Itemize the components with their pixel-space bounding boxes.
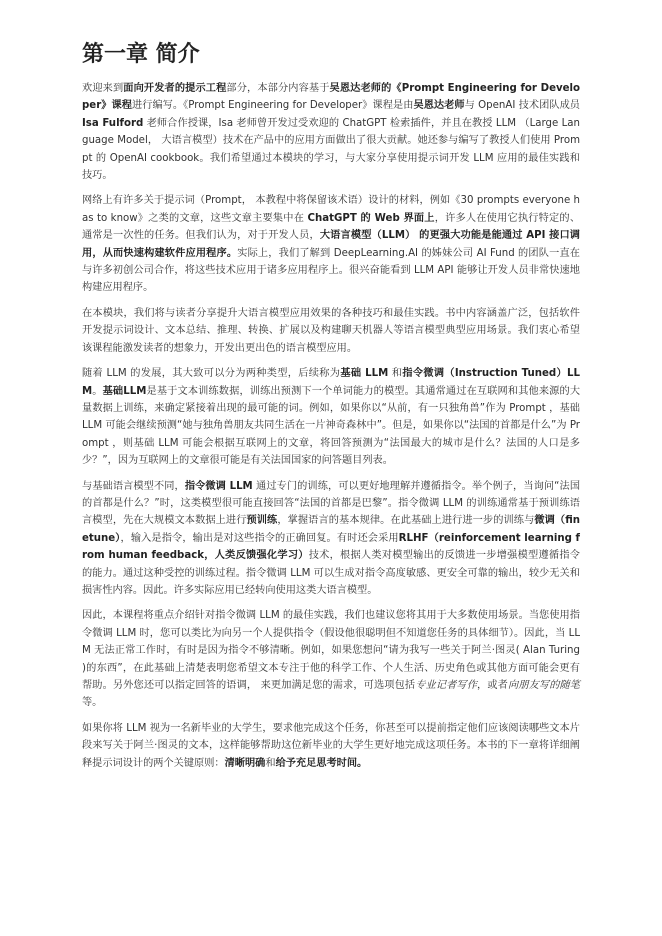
text-run: 如果你将 LLM 视为一名新毕业的大学生，要求他完成这个任务，你甚至可以提前指定他们应该阅读哪些文本片段来写关于阿兰·图灵的文本，这样能够帮助这位新毕业的大学生更好地完成这项任务。本书的下一章将详细阐释提示词设计的两个关键原则：	[82, 722, 580, 769]
document-page	[82, 40, 580, 780]
italic-text: 向朋友写的随笔	[507, 680, 580, 691]
paragraph-6	[82, 607, 580, 711]
text-run: 随着 LLM 的发展，其大致可以分为两种类型，后续称为	[82, 368, 341, 380]
bold-text: 大语言模型（LLM） 的更强大功能是能通过 API 接口调用，从而快速构建软件应用程序。	[82, 230, 580, 259]
text-run: 因此，本课程将重点介绍针对指令微调 LLM 的最佳实践，我们也建议您将其用于大多数使用场景。当您使用指令微调 LLM 时，您可以类比为向另一个人提供指令（假设他很聪明但不知道您任务的具体细节）。因此，当 LLM 无法正常工作时，有时是因为指令不够清晰。例如，如果您想问“请为我写一些关于阿兰·图灵( Alan Turing )的东西”，在此基础上清楚表明您希望文本专注于他的科学工作、个人生活、历史角色或其他方面可能会更有帮助。另外您还可以指定回答的语调， 来更加满足您的需求，可选项包括	[82, 610, 580, 691]
bold-text: 清晰明确	[224, 757, 266, 769]
text-run: ，输入是指令，输出是对这些指令的正确回复。有时还会采用	[120, 532, 399, 544]
text-run: 与 OpenAI 技术团队成员	[464, 100, 580, 112]
text-run: 网络上有许多关于提示词（Prompt， 本教程中将保留该术语）设计的材料，例如《30 prompts everyone has to know》之类的文章，这些文章主要集中在	[82, 195, 580, 224]
bold-text: 基础 LLM	[340, 368, 389, 380]
bold-text: 吴恩达老师	[413, 100, 465, 112]
text-run: ，许多人在使用它执行特定的、通常是一次性的任务。但我们认为，对于开发人员，	[82, 212, 581, 242]
text-run: 等。	[82, 697, 103, 709]
bold-text: 面向开发者的提示工程	[123, 83, 227, 94]
text-run: 实际上，我们了解到 DeepLearning.AI 的姊妹公司 AI Fund 的团队一直在与许多初创公司合作，将这些技术应用于诸多应用程序上。很兴奋能看到 LLM API 能够让开发人员非常快速地构建应用程序。	[82, 247, 580, 294]
bold-text: RLHF（reinforcement learning from human feedback，人类反馈强化学习）	[82, 532, 580, 562]
paragraph-7	[82, 720, 580, 772]
text-run: 欢迎来到	[82, 83, 124, 94]
paragraph-3	[82, 305, 580, 357]
text-run: 。	[92, 385, 103, 397]
paragraph-2	[82, 192, 580, 296]
document-body	[82, 80, 580, 772]
text-run: 在本模块，我们将与读者分享提升大语言模型应用效果的各种技巧和最佳实践。书中内容涵盖广泛，包括软件开发提示词设计、文本总结、推理、转换、扩展以及构建聊天机器人等语言模型典型应用场景。我们衷心希望该课程能激发读者的想象力，开发出更出色的语言模型应用。	[82, 307, 580, 354]
text-run: 和	[265, 757, 276, 769]
text-run: 老师合作授课，Isa 老师曾开发过受欢迎的 ChatGPT 检索插件，并且在教授 LLM （Large Language Model， 大语言模型）技术在产品中的应用方面做出了很大贡献。她还参与编写了教授人们使用 Prompt 的 OpenAI cookbook。我们希望通过本模块的学习，与大家分享使用提示词开发 LLM 应用的最佳实践和技巧。	[82, 117, 580, 182]
text-run: 技术，根据人类对模型输出的反馈进一步增强模型遵循指令的能力。通过这种受控的训练过程。指令微调 LLM 可以生成对指令高度敏感、更安全可靠的输出，较少无关和损害性内容。因此。许多实际应用已经转向使用这类大语言模型。	[82, 550, 580, 596]
bold-text: 指令微调（Instruction Tuned）LLM	[82, 368, 580, 397]
paragraph-5	[82, 478, 580, 600]
bold-text: 给予充足思考时间。	[275, 757, 368, 769]
bold-text: 基础LLM	[102, 385, 147, 397]
text-run: 部分，本部分内容基于	[226, 83, 330, 94]
text-run: 和	[388, 368, 403, 380]
chapter-title: 第一章 简介	[82, 42, 200, 67]
text-run: 通过专门的训练，可以更好地理解并遵循指令。举个例子，当询问“法国的首都是什么？”时，这类模型很可能直接回答“法国的首都是巴黎”。指令微调 LLM 的训练通常基于预训练语言模型，先在大规模文本数据上进行	[82, 480, 581, 527]
bold-text: 吴恩达老师的《Prompt Engineering for Developer》课程	[82, 83, 581, 112]
italic-text: 专业记者写作	[415, 680, 478, 691]
bold-text: ChatGPT 的 Web 界面上	[307, 212, 435, 224]
bold-text: 微调（finetune）	[82, 515, 581, 544]
paragraph-1	[82, 80, 580, 184]
bold-text: 指令微调 LLM	[184, 480, 253, 492]
text-run: 与基础语言模型不同，	[82, 480, 185, 492]
text-run: ，掌握语言的基本规律。在此基础上进行进一步的训练与	[277, 515, 535, 527]
paragraph-4	[82, 365, 580, 469]
text-run: 进行编写。《Prompt Engineering for Developer》课程是由	[131, 100, 414, 112]
bold-text: Isa Fulford	[82, 117, 144, 129]
bold-text: 预训练	[246, 515, 278, 527]
text-run: 是基于文本训练数据，训练出预测下一个单词能力的模型。其通常通过在互联网和其他来源的大量数据上训练，来确定紧接着出现的最可能的词。例如，如果你以“从前，有一只独角兽”作为 Prompt ，基础 LLM 可能会继续预测“她与独角兽朋友共同生活在一片神奇森林中”。但是，如果你以“法国的首都是什么”为 Prompt ，则基础 LLM 可能会根据互联网上的文章，将回答预测为“法国最大的城市是什么？法国的人口是多少？”，因为互联网上的文章很可能是有关法国国家的问答题目列表。	[82, 385, 581, 467]
text-run: ，或者	[477, 680, 508, 691]
